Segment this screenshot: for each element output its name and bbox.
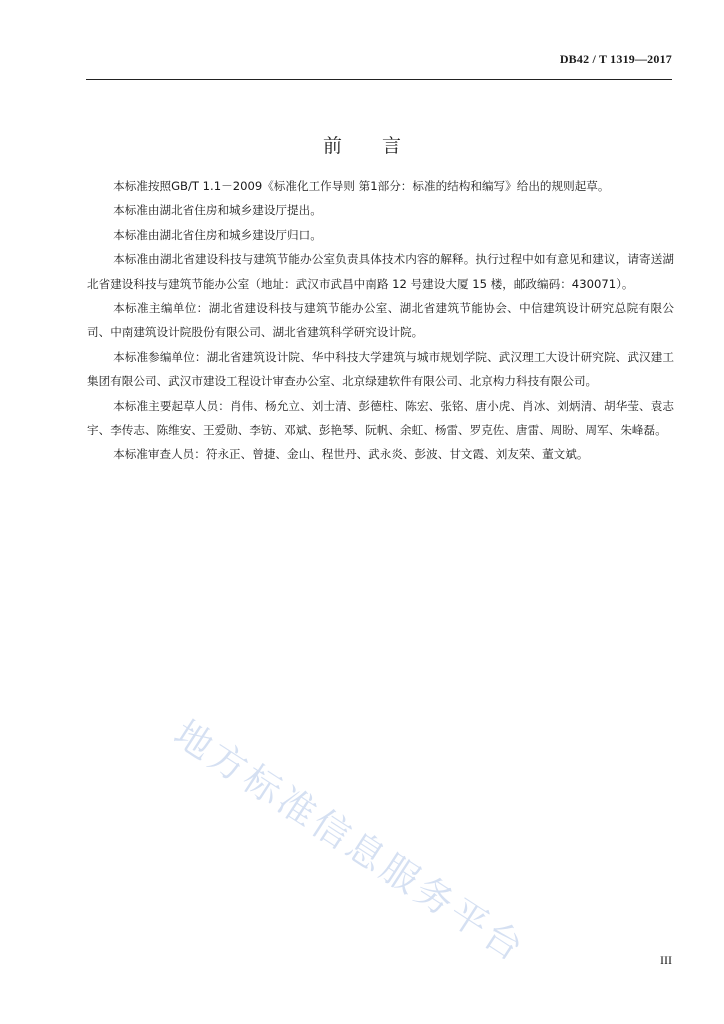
paragraph-drafters: 本标准主要起草人员：肖伟、杨允立、刘士清、彭德柱、陈宏、张铭、唐小虎、肖冰、刘炳清、胡华莹、袁志宇、李传志、陈维安、王爱勋、李钫、邓斌、彭艳琴、阮帆、余虹、杨雷、罗克佐、唐雷、周盼、周军、朱峰磊。 bbox=[87, 398, 674, 438]
page-title: 前言 bbox=[322, 135, 441, 157]
paragraph-co-editors: 本标准参编单位：湖北省建筑设计院、华中科技大学建筑与城市规划学院、武汉理工大设计研究院、武汉建工集团有限公司、武汉市建设工程设计审查办公室、北京绿建软件有限公司、北京构力科技有限公司。 bbox=[87, 349, 674, 389]
watermark: 地方标准信息服务平台 bbox=[166, 711, 534, 972]
foreword-body bbox=[87, 174, 674, 467]
paragraph-proposer: 本标准由湖北省住房和城乡建设厅提出。 bbox=[113, 203, 322, 218]
page-number: III bbox=[660, 953, 672, 967]
standard-code: DB42 / T 1319—2017 bbox=[559, 52, 672, 66]
header-divider bbox=[86, 79, 672, 80]
paragraph-reviewers: 本标准审查人员：符永正、曾捷、金山、程世丹、武永炎、彭波、甘文霞、刘友荣、董文斌。 bbox=[113, 447, 589, 462]
paragraph-chief-editors: 本标准主编单位：湖北省建设科技与建筑节能办公室、湖北省建筑节能协会、中信建筑设计研究总院有限公司、中南建筑设计院股份有限公司、湖北省建筑科学研究设计院。 bbox=[87, 301, 674, 340]
paragraph-interpretation: 本标准由湖北省建设科技与建筑节能办公室负责具体技术内容的解释。执行过程中如有意见和建议，请寄送湖北省建设科技与建筑节能办公室（地址：武汉市武昌中南路 12 号建设大厦 15 楼，邮政编码：430071）。 bbox=[87, 252, 674, 291]
paragraph-administrator: 本标准由湖北省住房和城乡建设厅归口。 bbox=[113, 227, 322, 242]
paragraph-drafting-rules: 本标准按照GB/T 1.1－2009《标准化工作导则 第1部分：标准的结构和编写》给出的规则起草。 bbox=[113, 179, 610, 193]
